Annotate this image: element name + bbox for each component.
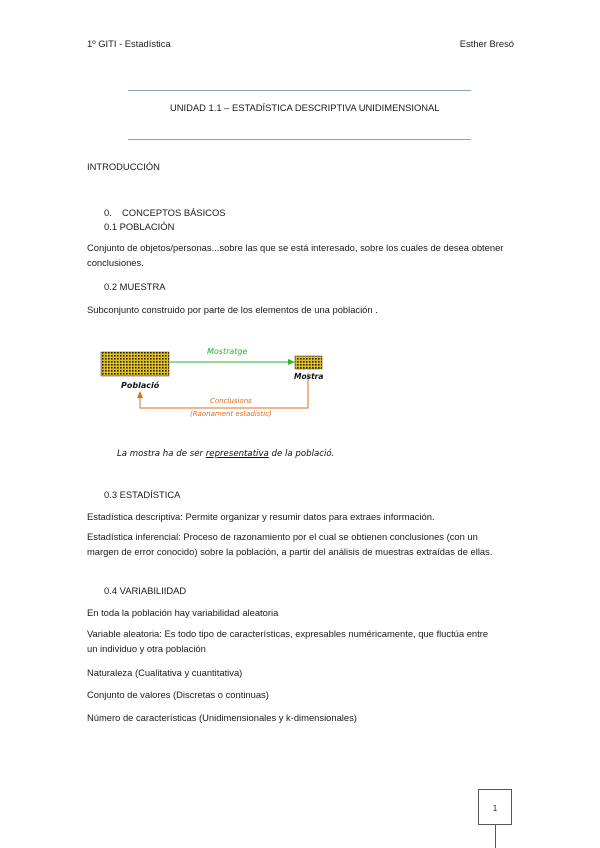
intro-heading: INTRODUCCIÓN [87, 161, 160, 172]
caption-emph: representativa [205, 449, 269, 459]
section-04-p4: Conjunto de valores (Discretas o continuas) [87, 689, 269, 700]
section-03-p2: Estadística inferencial: Proceso de razonamiento por el cual se obtienen conclusiones (con un margen de error conocido) sobre la población, a partir del análisis de muestras extraídas de ellas. [87, 531, 493, 557]
page-number-line [495, 825, 496, 848]
poblacio-label: Població [121, 381, 160, 390]
page-number-box [478, 789, 512, 825]
diagram-caption [117, 449, 334, 459]
page-number: 1 [492, 804, 498, 813]
title-rule-bottom [128, 139, 471, 140]
unit-title: UNIDAD 1.1 – ESTADÍSTICA DESCRIPTIVA UNIDIMENSIONAL [170, 102, 440, 113]
mostra-label: Mostra [294, 372, 324, 381]
sampling-arrowhead [288, 359, 295, 365]
caption-post: de la població. [268, 449, 335, 459]
section-04-title: 0.4 VARIABILIIDAD [104, 585, 187, 596]
header-right: Esther Bresó [459, 38, 514, 49]
sample-block [295, 356, 322, 369]
section-03-p1: Estadística descriptiva: Permite organizar y resumir datos para extraes información. [87, 511, 435, 522]
section-04-p1: En toda la población hay variabilidad aleatoria [87, 607, 279, 618]
conclusions-label: Conclusions [210, 397, 252, 405]
section-03-title: 0.3 ESTADÍSTICA [104, 489, 181, 500]
population-block [101, 352, 169, 376]
section-04-p5: Número de características (Unidimensionales y k-dimensionales) [87, 712, 357, 723]
conclusions-arrowhead [137, 391, 143, 398]
mostratge-label: Mostratge [207, 347, 248, 356]
caption-pre: La mostra ha de ser [117, 449, 206, 459]
section-04-p3: Naturaleza (Cualitativa y cuantitativa) [87, 667, 243, 678]
section-0-number: 0. [104, 207, 112, 218]
section-04-p2: Variable aleatoria: Es todo tipo de características, expresables numéricamente, que fluctúa entre un individuo y otra población [87, 628, 489, 654]
section-0-title: CONCEPTOS BÁSICOS [122, 207, 226, 218]
section-02-text: Subconjunto construido por parte de los elementos de una población . [87, 304, 378, 315]
header-left: 1º GITI - Estadística [87, 38, 171, 49]
section-02-title: 0.2 MUESTRA [104, 281, 166, 292]
section-01-text: Conjunto de objetos/personas...sobre las que se está interesado, sobre los cuales de desea obtener conclusiones. [87, 242, 504, 268]
section-01-title: 0.1 POBLACIÓN [104, 221, 175, 232]
title-rule-top [128, 90, 471, 91]
raonament-label: (Raonament estadístic) [190, 410, 272, 418]
